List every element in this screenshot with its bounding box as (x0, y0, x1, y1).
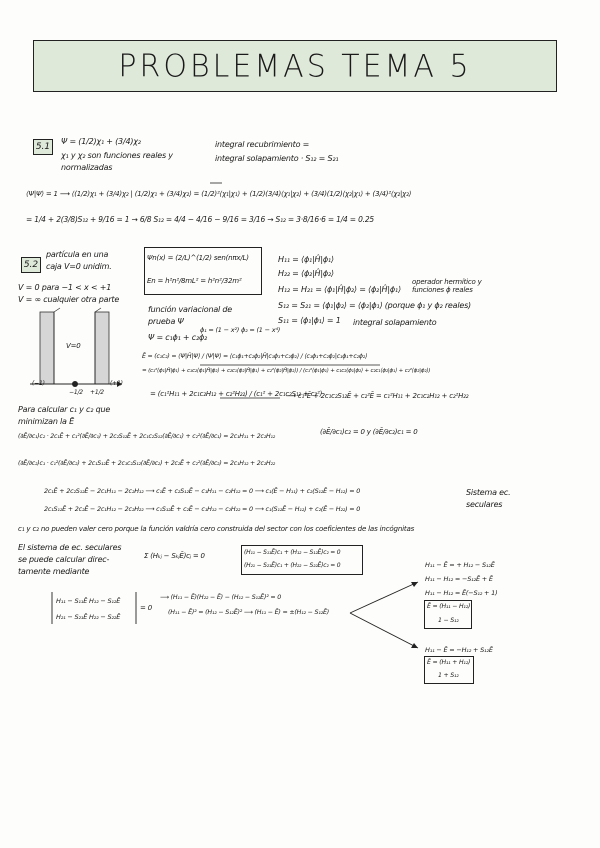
h11-def: H₁₁ = ⟨ϕ₁|Ĥ|ϕ₁⟩ (278, 255, 334, 264)
axis-label-mid: −1/2 (69, 389, 83, 396)
energy-full: = (c₁²⟨ϕ₁|Ĥ|ϕ₁⟩ + c₁c₂⟨ϕ₁|Ĥ|ϕ₂⟩ + c₂c₁⟨ϕ₂|Ĥ|ϕ₁⟩ + c₂²⟨ϕ₂|Ĥ|ϕ₂⟩) / (c₁²⟨ϕ₁|ϕ₁⟩ + c₁c₂⟨ϕ₁|ϕ₂⟩ + c₂c₁⟨ϕ₂|ϕ₁⟩ + c₂²⟨ϕ₂|ϕ₂⟩) (142, 368, 431, 374)
determinant-row-1: H₁₁ − S₁₁Ē H₁₂ − S₁₂Ē (56, 597, 121, 605)
solution-1-num: Ē = (H₁₁ − H₁₂) (427, 603, 471, 610)
boxed-eq-2: (H₂₁ − S₂₁Ē)c₁ + (H₂₂ − S₂₂Ē)c₂ = 0 (244, 562, 341, 569)
potential-outside: V = ∞ cualquier otra parte (18, 295, 120, 304)
solution-1-step-b: H₁₁ − H₁₂ = −S₁₂Ē + Ē (425, 575, 493, 583)
system-note-2: seculares (466, 500, 503, 509)
h22-def: H₂₂ = ⟨ϕ₂|Ĥ|ϕ₂⟩ (278, 269, 334, 278)
problem-number-badge-2: 5.2 (21, 257, 41, 273)
secular-intro-3: tamente mediante (18, 567, 90, 576)
trial-phis: ϕ₁ = (1 − x²) ϕ₂ = (1 − x⁴) (200, 326, 281, 334)
note-recubrimiento: integral recubrimiento = (215, 140, 310, 149)
assumption-line-2: normalizadas (61, 163, 113, 172)
secular-eq-1: 2c₁Ē + 2c₂S₁₂Ē − 2c₁H₁₁ − 2c₂H₁₂ ⟶ c₁Ē + c₂S₁₂Ē − c₁H₁₁ − c₂H₁₂ = 0 ⟶ c₁(Ē − H₁₁) + c₂(S₁₂Ē − H₁₂) = 0 (44, 487, 361, 495)
energy-formula: En = h²n²/8mL² = h²n²/32m² (147, 277, 242, 285)
secular-intro: El sistema de ec. seculares (18, 543, 122, 552)
axis-label-left: (−1) (32, 380, 45, 387)
solution-1-step-c: H₁₁ − H₁₂ = Ē(−S₁₂ + 1) (425, 589, 498, 597)
solution-2-step-a: H₁₁ − Ē = −H₁₂ + S₁₂Ē (425, 646, 493, 654)
derivative-c2: (∂Ē/∂c₂)c₁ · c₁²(∂Ē/∂c₂) + 2c₁S₁₂Ē + 2c₁c₂S₁₂(∂Ē/∂c₂) + 2c₂Ē + c₂²(∂Ē/∂c₂) = 2c₁H₁₂ + 2c₂H₂₂ (18, 460, 276, 467)
wavefunction-definition: Ψ = (1/2)χ₁ + (3/4)χ₂ (61, 137, 141, 146)
solution-2-num: Ē = (H₁₁ + H₁₂) (427, 659, 471, 666)
minimize-note: Para calcular c₁ y c₂ que (18, 405, 111, 414)
sum-equation: Σ (Hₖⱼ − SₖⱼĒ)cⱼ = 0 (144, 552, 205, 560)
intro-line-2: caja V=0 unidim. (46, 262, 112, 271)
intro-line: partícula en una (46, 250, 109, 259)
page-title: PROBLEMAS TEMA 5 (118, 47, 472, 85)
solution-2-den: 1 + S₁₂ (438, 672, 459, 679)
trial-psi: Ψ = c₁ϕ₁ + c₂ϕ₂ (148, 333, 208, 342)
determinant-zero: = 0 (140, 604, 152, 612)
overlap-note: integral solapamiento (353, 318, 437, 327)
energy-short: = (c₁²H₁₁ + 2c₁c₂H₁₂ + c₂²H₂₂) / (c₁² + 2c₁c₂S₁₂ + c₂²) (150, 390, 323, 398)
problem-number-badge: 5.1 (33, 139, 53, 155)
solution-1-den: 1 − S₁₂ (438, 617, 459, 624)
branch-arrow-up (350, 582, 418, 613)
derivative-condition: (∂Ē/∂c₁)c₂ = 0 y (∂Ē/∂c₂)c₁ = 0 (320, 428, 418, 436)
boxed-eq-1: (H₁₁ − S₁₁Ē)c₁ + (H₁₂ − S₁₂Ē)c₂ = 0 (244, 549, 341, 556)
determinant-expansion: ⟶ (H₁₁ − Ē)(H₂₂ − Ē) − (H₁₂ − S₁₂Ē)² = 0 (160, 594, 282, 601)
axis-label-right: (+1) (110, 380, 123, 387)
system-note: Sistema ec. (466, 488, 511, 497)
potential-inside: V = 0 para −1 < x < +1 (18, 283, 112, 292)
normalization-result: = 1/4 + 2(3/8)S₁₂ + 9/16 = 1 → 6/8 S₁₂ = 4/4 − 4/16 − 9/16 = 3/16 → S₁₂ = 3·8/16·6 = 1/4 = 0.25 (26, 215, 374, 224)
note-solapamiento: integral solapamiento · S₁₂ = S₂₁ (215, 154, 339, 163)
assumption-line: χ₁ y χ₂ son funciones reales y (61, 151, 173, 160)
determinant-row-2: H₂₁ − S₂₁Ē H₂₂ − S₂₂Ē (56, 613, 121, 621)
axis-label-mid-right: +1/2 (90, 389, 104, 396)
determinant-expansion-2: (H₁₁ − Ē)² = (H₁₂ − S₁₂Ē)² ⟶ (H₁₁ − Ē) = ±(H₁₂ − S₁₂Ē) (168, 609, 330, 616)
solution-1-step-a: H₁₁ − Ē = + H₁₂ − S₁₂Ē (425, 561, 495, 569)
coefficient-note: c₁ y c₂ no pueden valer cero porque la función valdría cero construida del sector con los coeficientes de las incógnitas (18, 524, 415, 533)
psi-n-formula: Ψn(x) = (2/L)^(1/2) sen(nπx/L) (147, 254, 249, 262)
h12-def: H₁₂ = H₂₁ = ⟨ϕ₁|Ĥ|ϕ₂⟩ = ⟨ϕ₂|Ĥ|ϕ₁⟩ (278, 285, 401, 294)
minimize-note-2: minimizan la Ē (18, 417, 74, 426)
trial-label: función variacional de (148, 305, 232, 314)
energy-rearranged: ⟶ c₁²Ē + 2c₁c₂S₁₂Ē + c₂²Ē = c₁²H₁₁ + 2c₁c₂H₁₂ + c₂²H₂₂ (286, 392, 469, 400)
hermitian-note: operador hermítico y funciones ϕ reales (412, 278, 482, 294)
well-inside-label: V=0 (66, 342, 81, 350)
s-sym: S₁₂ = S₂₁ = ⟨ϕ₁|ϕ₂⟩ = ⟨ϕ₂|ϕ₁⟩ (porque ϕ₁ y ϕ₂ reales) (278, 301, 471, 310)
secular-intro-2: se puede calcular direc- (18, 555, 110, 564)
s11-def: S₁₁ = ⟨ϕ₁|ϕ₁⟩ = 1 (278, 316, 341, 325)
energy-ratio: Ē = (c₁c₂) = ⟨Ψ|Ĥ|Ψ⟩ / ⟨Ψ|Ψ⟩ = ⟨c₁ϕ₁+c₂ϕ₂|Ĥ|c₁ϕ₁+c₂ϕ₂⟩ / ⟨c₁ϕ₁+c₂ϕ₂|c₁ϕ₁+c₂ϕ₂⟩ (142, 353, 368, 360)
normalization-expansion: ⟨Ψ|Ψ⟩ = 1 ⟶ ⟨(1/2)χ₁ + (3/4)χ₂ | (1/2)χ₁ + (3/4)χ₂⟩ = (1/2)²⟨χ₁|χ₁⟩ + (1/2)(3/4)⟨χ₁|χ₂⟩ + (3/4)(1/2)⟨χ₂|χ₁⟩ + (3/4)²⟨χ₂|χ₂⟩ (26, 190, 412, 198)
secular-eq-2: 2c₁S₁₂Ē + 2c₂Ē − 2c₁H₁₂ − 2c₂H₂₂ ⟶ c₁S₁₂Ē + c₂Ē − c₁H₁₂ − c₂H₂₂ = 0 ⟶ c₁(S₁₂Ē − H₁₂) + c₂(Ē − H₂₂) = 0 (44, 505, 361, 513)
derivative-c1: (∂Ē/∂c₁)c₂ · 2c₁Ē + c₁²(∂Ē/∂c₁) + 2c₂S₁₂Ē + 2c₁c₂S₁₂(∂Ē/∂c₁) + c₂²(∂Ē/∂c₁) = 2c₁H₁₁ + 2c₂H₁₂ (18, 433, 276, 440)
branch-arrow-down (350, 613, 418, 648)
trial-label-2: prueba Ψ (148, 317, 184, 326)
